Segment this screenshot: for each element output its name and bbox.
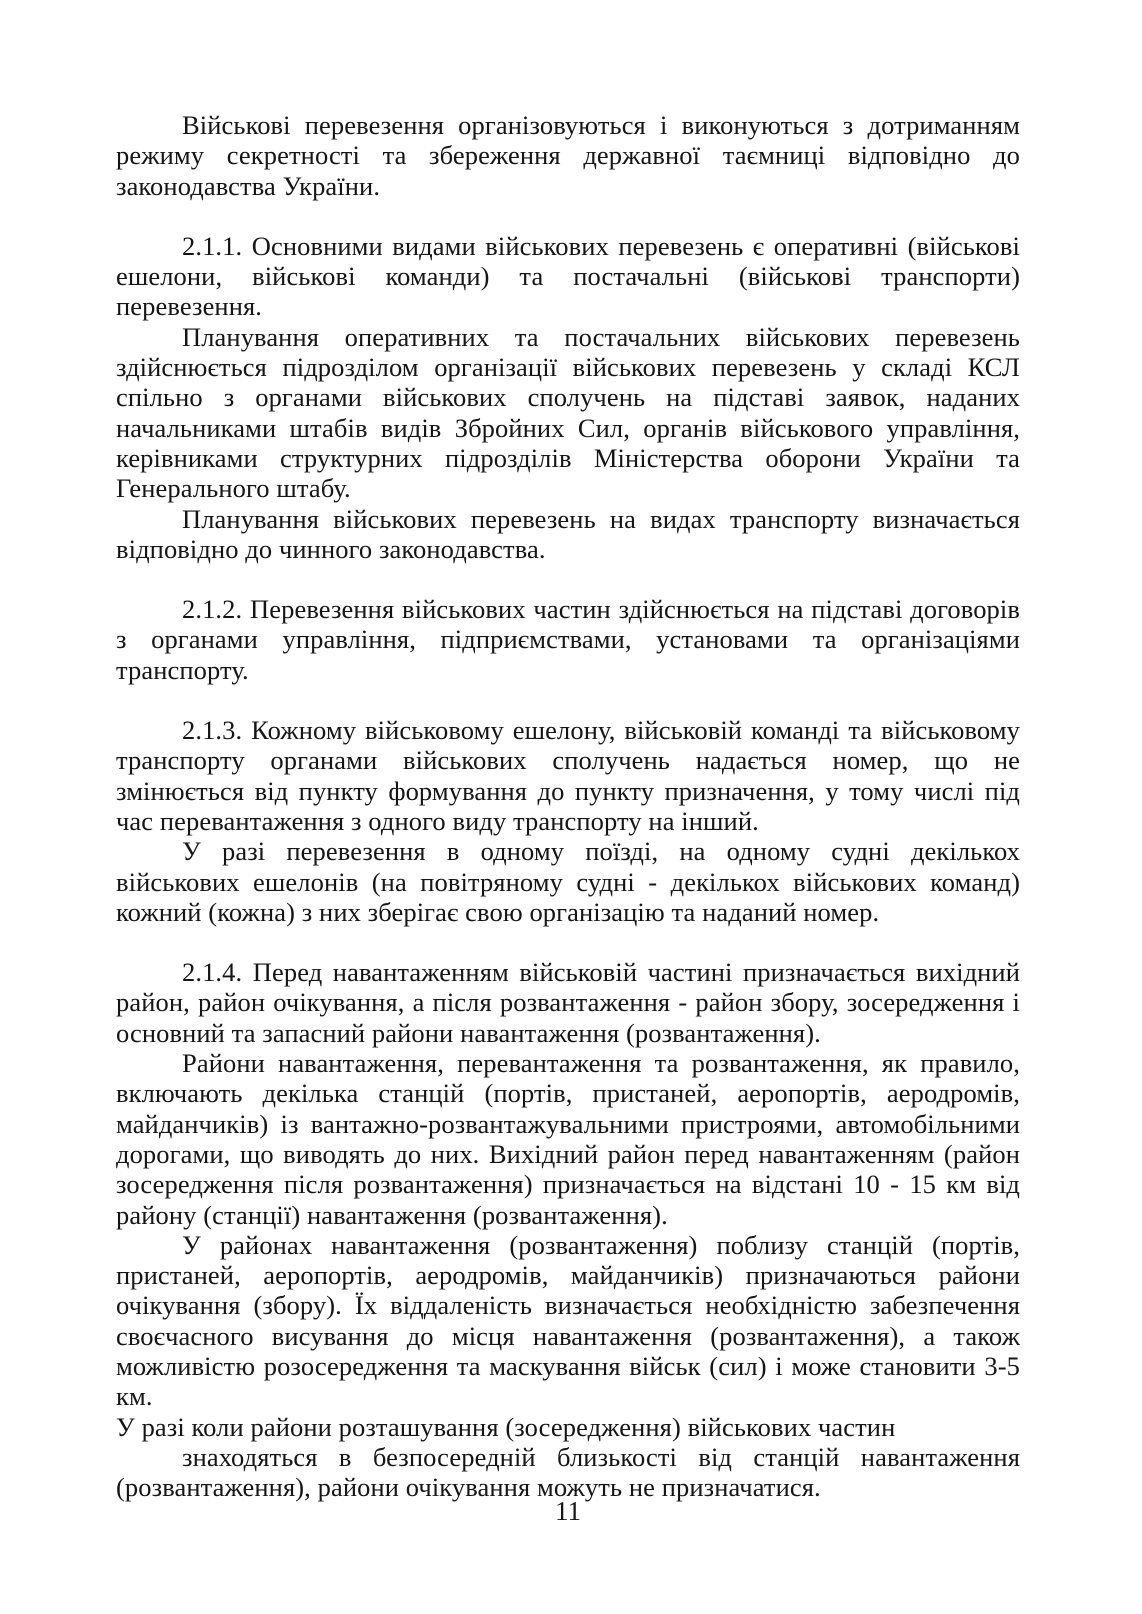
paragraph: 2.1.1. Основними видами військових перевезень є оперативні (військові ешелони, військові команди) та постачальні (військові транспорти) перевезення. (116, 230, 1020, 322)
paragraph: У разі перевезення в одному поїзді, на одному судні декількох військових ешелонів (на повітряному судні - декількох військових команд) кожний (кожна) з них зберігає свою організацію та наданий номер. (116, 836, 1020, 927)
text-block (116, 110, 1020, 1502)
paragraph: Планування оперативних та постачальних військових перевезень здійснюється підрозділом організації військових перевезень у складі КСЛ спільно з органами військових сполучень на підставі заявок, наданих начальниками штабів видів Збройних Сил, органів військового управління, керівниками структурних підрозділів Міністерства оборони України та Генерального штабу. (116, 321, 1020, 504)
paragraph: 2.1.3. Кожному військовому ешелону, військовій команді та військовому транспорту органами військових сполучень надається номер, що не змінюється від пункту формування до пункту призначення, у тому числі під час перевантаження з одного виду транспорту на інший. (116, 715, 1020, 836)
paragraph: знаходяться в безпосередній близькості від станцій навантаження (розвантаження), райони очікування можуть не призначатися. (116, 1441, 1020, 1503)
paragraph: 2.1.4. Перед навантаженням військовій частині призначається вихідний район, район очікування, а після розвантаження - район збору, зосередження і основний та запасний райони навантаження (розвантаження). (116, 957, 1020, 1048)
paragraph: Райони навантаження, перевантаження та розвантаження, як правило, включають декілька станцій (портів, пристаней, аеропортів, аеродромів, майданчиків) із вантажно-розвантажувальними пристроями, автомобільними дорогами, що виводять до них. Вихідний район перед навантаженням (район зосередження після розвантаження) призначається на відстані 10 - 15 км від району (станції) навантаження (розвантаження). (116, 1048, 1020, 1230)
page-number: 11 (555, 1496, 581, 1526)
paragraph: У разі коли райони розташування (зосередження) військових частин (116, 1411, 896, 1442)
paragraph: Військові перевезення організовуються і виконуються з дотриманням режиму секретності та збереження державної таємниці відповідно до законодавства України. (116, 110, 1020, 201)
paragraph: У районах навантаження (розвантаження) поблизу станцій (портів, пристаней, аеропортів, аеродромів, майданчиків) призначаються райони очікування (збору). Їх віддаленість визначається необхідністю забезпечення своєчасного висування до місця навантаження (розвантаження), а також можливістю розосередження та маскування військ (сил) і може становити 3-5 км. (116, 1229, 1020, 1412)
paragraph: Планування військових перевезень на видах транспорту визначається відповідно до чинного законодавства. (116, 503, 1020, 564)
paragraph: 2.1.2. Перевезення військових частин здійснюється на підставі договорів з органами управління, підприємствами, установами та організаціями транспорту. (116, 594, 1020, 685)
